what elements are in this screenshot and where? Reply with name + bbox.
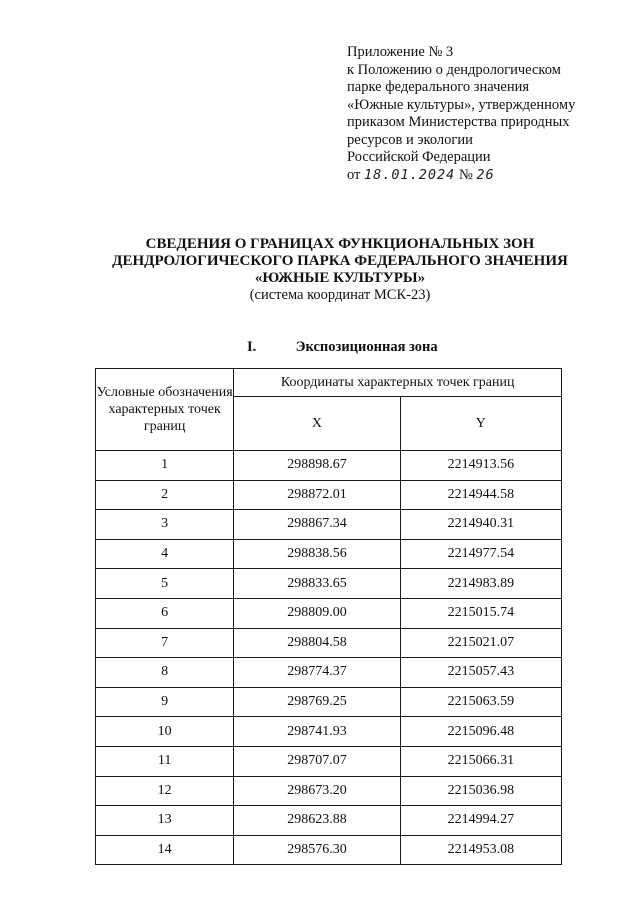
point-number-cell: 10 [96,717,234,747]
title-line: ДЕНДРОЛОГИЧЕСКОГО ПАРКА ФЕДЕРАЛЬНОГО ЗНАЧЕНИЯ [112,253,568,269]
table-row [96,806,562,836]
table-row [96,539,562,569]
section-heading [247,339,438,356]
table-row [96,746,562,776]
x-coordinate-cell: 298623.88 [234,806,400,836]
coordinate-system-subtitle: (система координат МСК-23) [249,287,431,303]
point-number-cell: 6 [96,598,234,628]
order-date-line [347,167,597,185]
x-coordinate-cell: 298673.20 [234,776,400,806]
appendix-header [347,44,597,184]
x-coordinate-cell: 298833.65 [234,569,400,599]
title-line: СВЕДЕНИЯ О ГРАНИЦАХ ФУНКЦИОНАЛЬНЫХ ЗОН [145,236,535,252]
number-prefix: № [458,166,473,183]
appendix-reference-line: парке федерального значения [347,79,530,95]
point-number-cell: 12 [96,776,234,806]
y-coordinate-cell: 2215063.59 [400,687,561,717]
point-number-cell: 1 [96,451,234,481]
title-line: «ЮЖНЫЕ КУЛЬТУРЫ» [254,270,426,286]
y-coordinate-cell: 2214953.08 [400,835,561,865]
y-coordinate-cell: 2215015.74 [400,598,561,628]
x-coordinate-cell: 298774.37 [234,658,400,688]
y-coordinate-cell: 2214913.56 [400,451,561,481]
coordinates-table [95,368,562,865]
point-number-cell: 2 [96,480,234,510]
y-coordinate-cell: 2214940.31 [400,510,561,540]
table-row [96,510,562,540]
x-coordinate-cell: 298741.93 [234,717,400,747]
handwritten-date: 18.01.2024 [364,166,456,183]
handwritten-order-number: 26 [476,166,495,183]
point-number-cell: 13 [96,806,234,836]
x-coordinate-cell: 298809.00 [234,598,400,628]
table-row [96,598,562,628]
coordinates-table-body [96,451,562,865]
document-title [60,236,620,287]
coordinates-column-header: Координаты характерных точек границ [234,369,562,397]
y-coordinate-cell: 2214977.54 [400,539,561,569]
x-coordinate-cell: 298576.30 [234,835,400,865]
appendix-reference-line: Российской Федерации [347,149,491,165]
x-coordinate-cell: 298804.58 [234,628,400,658]
table-row [96,776,562,806]
y-coordinate-cell: 2215036.98 [400,776,561,806]
y-coordinate-cell: 2215021.07 [400,628,561,658]
y-column-header: Y [400,397,561,451]
x-coordinate-cell: 298769.25 [234,687,400,717]
table-row [96,835,562,865]
point-number-cell: 14 [96,835,234,865]
y-coordinate-cell: 2215057.43 [400,658,561,688]
y-coordinate-cell: 2214994.27 [400,806,561,836]
appendix-reference-line: «Южные культуры», утвержденному [347,96,576,113]
appendix-reference-line: приказом Министерства природных [347,114,570,130]
table-row [96,717,562,747]
y-coordinate-cell: 2215066.31 [400,746,561,776]
section-name: Экспозиционная зона [295,339,438,355]
y-coordinate-cell: 2214983.89 [400,569,561,599]
point-number-cell: 3 [96,510,234,540]
date-prefix: от [347,166,361,183]
point-number-cell: 5 [96,569,234,599]
table-row [96,628,562,658]
appendix-reference-line: к Положению о дендрологическом [347,61,561,78]
x-coordinate-cell: 298872.01 [234,480,400,510]
y-coordinate-cell: 2214944.58 [400,480,561,510]
table-row [96,451,562,481]
point-number-cell: 7 [96,628,234,658]
section-number: I. [247,339,257,355]
appendix-reference-line: ресурсов и экологии [347,131,473,148]
x-coordinate-cell: 298838.56 [234,539,400,569]
table-row [96,480,562,510]
point-number-cell: 9 [96,687,234,717]
point-number-cell: 4 [96,539,234,569]
x-column-header: X [234,397,400,451]
point-number-cell: 8 [96,658,234,688]
appendix-number: Приложение № 3 [347,44,454,60]
x-coordinate-cell: 298898.67 [234,451,400,481]
table-row [96,569,562,599]
x-coordinate-cell: 298867.34 [234,510,400,540]
table-row [96,658,562,688]
point-number-cell: 11 [96,746,234,776]
points-column-header: Условные обозначения характерных точек границ [96,369,234,451]
table-row [96,687,562,717]
y-coordinate-cell: 2215096.48 [400,717,561,747]
x-coordinate-cell: 298707.07 [234,746,400,776]
